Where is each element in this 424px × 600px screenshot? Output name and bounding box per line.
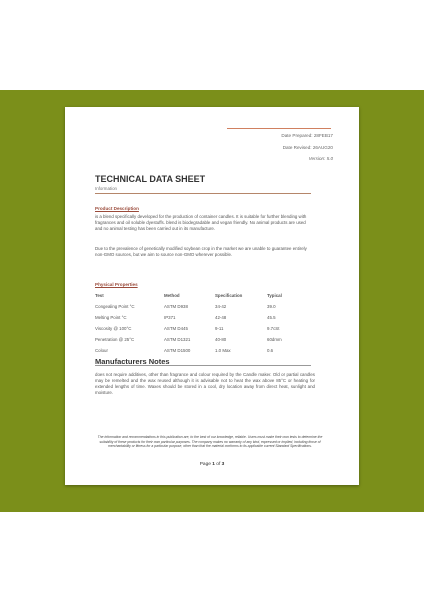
column-header-typical: Typical: [267, 293, 282, 298]
notes-divider: [95, 365, 311, 366]
cell-method: IP371: [164, 315, 176, 320]
product-description-paragraph-2: Due to the prevalence of genetically modified soybean crop in the market we are unable to guarantee entirely non-GMO sources, but we aim to source non-GMO wherever possible.: [95, 246, 307, 257]
document-title: TECHNICAL DATA SHEET: [95, 174, 206, 184]
date-prepared: Date Prepared: 28FEB17: [281, 133, 333, 138]
document-page: [65, 107, 359, 485]
table-row: [95, 304, 315, 311]
disclaimer-text: The information and recommendations in this publication are, to the best of our knowledge, reliable. Users must make their own tests to determine the suitability of these products for their own particular purposes. The company makes no warranty of any kind, expressed or implied, including those of merchantability or fitness for a particular purpose, other than that the material conforms to its applicable current Standard Specifications.: [97, 435, 323, 449]
page-current: 1: [212, 462, 215, 467]
cell-test: Penetration @ 25°C: [95, 337, 135, 342]
product-description-heading: Product Description: [95, 206, 139, 211]
product-description-paragraph-1: is a blend specifically developed for the production of container candles. It is suitable for further blending with fragrances and oil soluble dyestuffs. blend is biodegradable and vegan friendly. No animal products are used and no animal testing has been carried out in its manufacture.: [95, 214, 307, 231]
cell-test: Congealing Point °C: [95, 304, 135, 309]
manufacturers-notes-paragraph: does not require additives, other than fragrance and colour required by the Candle maker. Old or partial candles may be remelted and the wax reused although it is advisable not to heat the wax above 85°C or heating for extended lengths of time. Waxes should be stored in a cool, dry location away from direct heat, sunlight and moisture.: [95, 372, 315, 395]
cell-specification: 42-48: [215, 315, 227, 320]
cell-typical: 9.7cSt: [267, 326, 280, 331]
manufacturers-notes-heading: Manufacturers Notes: [95, 357, 170, 366]
cell-test: Colour: [95, 348, 108, 353]
cell-typical: 45.5: [267, 315, 276, 320]
table-row: [95, 326, 315, 333]
cell-specification: 40-80: [215, 337, 227, 342]
title-divider: [95, 193, 311, 194]
header-accent-rule: [227, 128, 331, 129]
page-number: [65, 462, 359, 467]
column-header-method: Method: [164, 293, 180, 298]
table-row: [95, 337, 315, 344]
page-prefix: Page: [199, 462, 213, 467]
cell-specification: 9-11: [215, 326, 224, 331]
page-of: of: [214, 462, 222, 467]
table-row: [95, 348, 315, 355]
cell-test: Melting Point °C: [95, 315, 127, 320]
cell-method: ASTM D1321: [164, 337, 191, 342]
version-label: Version: 5.0: [308, 156, 333, 161]
date-revised: Date Revised: 26AUG20: [282, 145, 333, 150]
column-header-specification: Specification: [215, 293, 243, 298]
cell-method: ASTM D938: [164, 304, 188, 309]
properties-table-header: [95, 293, 315, 300]
table-row: [95, 315, 315, 322]
cell-specification: 1.0 Max: [215, 348, 231, 353]
cell-specification: 34-42: [215, 304, 227, 309]
page-total: 3: [221, 462, 225, 467]
physical-properties-heading: Physical Properties: [95, 282, 138, 287]
cell-typical: 39.0: [267, 304, 276, 309]
cell-test: Viscosity @ 100°C: [95, 326, 132, 331]
cell-typical: 0.6: [267, 348, 274, 353]
cell-method: ASTM D1500: [164, 348, 191, 353]
cell-typical: 60dmm: [267, 337, 282, 342]
cell-method: ASTM D445: [164, 326, 188, 331]
column-header-test: Test: [95, 293, 104, 298]
document-subtitle: Information: [95, 186, 117, 191]
